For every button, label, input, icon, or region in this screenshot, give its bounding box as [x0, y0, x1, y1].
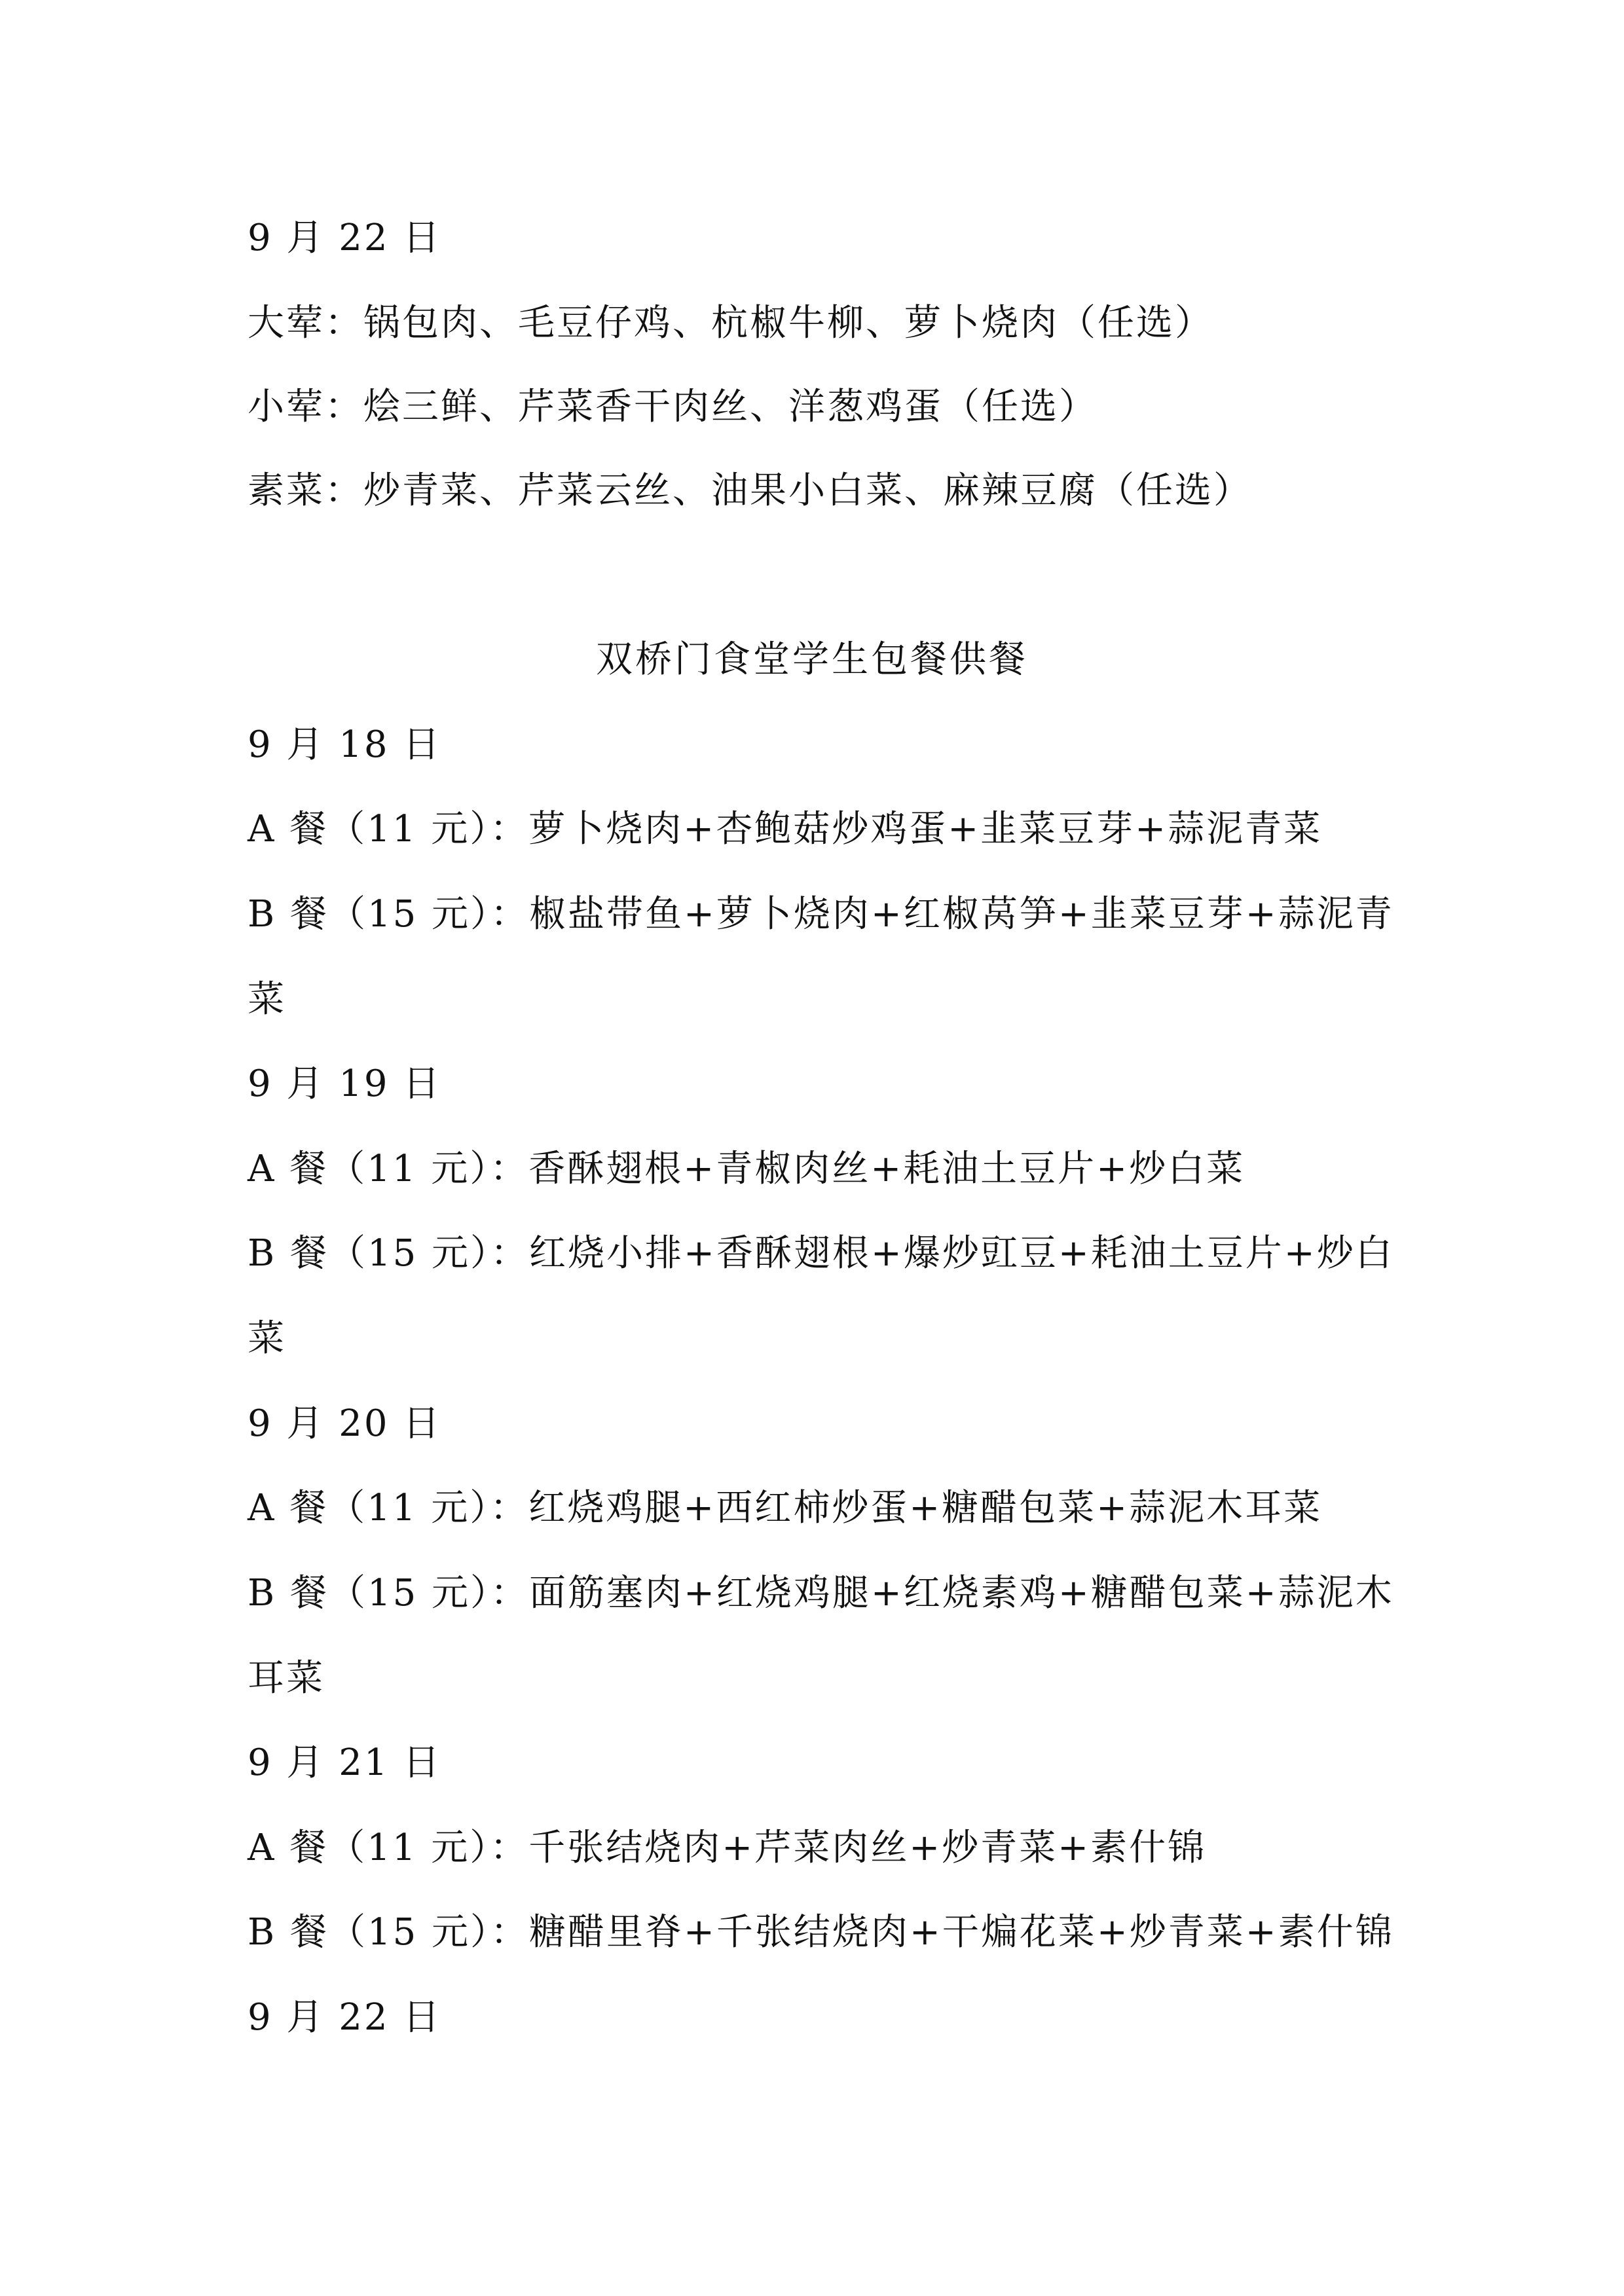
- sucai-line: 素菜：炒青菜、芹菜云丝、油果小白菜、麻辣豆腐（任选）: [248, 469, 1252, 512]
- day-date: 9 月 18 日: [248, 723, 442, 766]
- b-meal-line: B 餐（15 元）：面筋塞肉+红烧鸡腿+红烧素鸡+糖醋包菜+蒜泥木: [248, 1572, 1394, 1614]
- b-meal-line: B 餐（15 元）：糖醋里脊+千张结烧肉+干煸花菜+炒青菜+素什锦: [248, 1911, 1394, 1954]
- xiaohun-line: 小荤：烩三鲜、芹菜香干肉丝、洋葱鸡蛋（任选）: [248, 386, 1098, 428]
- a-meal-line: A 餐（11 元）：香酥翅根+青椒肉丝+耗油土豆片+炒白菜: [248, 1148, 1246, 1190]
- b-meal-continuation: 菜: [248, 978, 286, 1021]
- a-meal-line: A 餐（11 元）：萝卜烧肉+杏鲍菇炒鸡蛋+韭菜豆芽+蒜泥青菜: [248, 808, 1323, 850]
- a-meal-line: A 餐（11 元）：千张结烧肉+芹菜肉丝+炒青菜+素什锦: [248, 1827, 1207, 1869]
- day-date: 9 月 20 日: [248, 1402, 442, 1445]
- b-meal-continuation: 耳菜: [248, 1657, 325, 1700]
- day-date: 9 月 21 日: [248, 1741, 442, 1784]
- day-date: 9 月 19 日: [248, 1063, 442, 1105]
- dazhun-line: 大荤：锅包肉、毛豆仔鸡、杭椒牛柳、萝卜烧肉（任选）: [248, 302, 1213, 344]
- day-date: 9 月 22 日: [248, 1996, 442, 2039]
- b-meal-continuation: 菜: [248, 1317, 286, 1360]
- b-meal-line: B 餐（15 元）：椒盐带鱼+萝卜烧肉+红椒莴笋+韭菜豆芽+蒜泥青: [248, 893, 1394, 936]
- a-meal-line: A 餐（11 元）：红烧鸡腿+西红柿炒蛋+糖醋包菜+蒜泥木耳菜: [248, 1487, 1323, 1529]
- b-meal-line: B 餐（15 元）：红烧小排+香酥翅根+爆炒豇豆+耗油土豆片+炒白: [248, 1232, 1394, 1275]
- page-heading: 双桥门食堂学生包餐供餐: [596, 638, 1028, 681]
- top-date: 9 月 22 日: [248, 217, 442, 259]
